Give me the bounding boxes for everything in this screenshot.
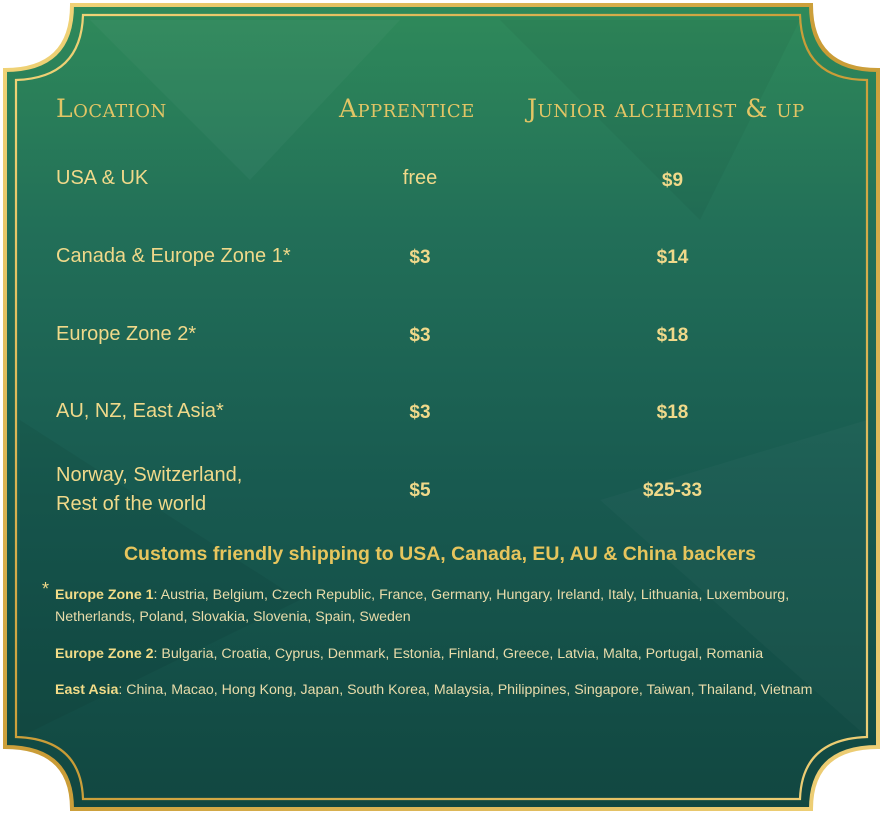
row-europe2-location: Europe Zone 2* — [56, 322, 197, 345]
row-canada-europe1-junior: $14 — [656, 247, 689, 268]
footnote-zone1-countries: : Austria, Belgium, Czech Republic, France, Germany, Hungary, Ireland, Italy, Lithuania, Luxembourg, Netherlands, Poland, Slovakia, Slovenia, Spain, Sweden — [55, 587, 790, 625]
row-canada-europe1-apprentice: $3 — [409, 247, 431, 268]
footnote-asterisk: * — [42, 579, 50, 599]
footnote-europe-zone-1 — [55, 584, 845, 628]
row-europe2-apprentice: $3 — [409, 325, 431, 346]
header-location: Location — [56, 94, 167, 123]
row-asia-apprentice: $3 — [409, 402, 431, 423]
header-apprentice: Apprentice — [339, 94, 475, 123]
footnote-zone2-label: Europe Zone 2 — [55, 646, 154, 662]
row-canada-europe1-location: Canada & Europe Zone 1* — [56, 244, 291, 267]
row-usa-uk-location: USA & UK — [56, 166, 149, 189]
footnote-zone1-label: Europe Zone 1 — [55, 587, 154, 603]
row-rest-apprentice: $5 — [409, 480, 431, 501]
row-europe2-junior: $18 — [656, 325, 689, 346]
footnote-east-asia — [55, 679, 845, 701]
row-rest-location: Norway, Switzerland, Rest of the world — [56, 464, 243, 515]
footnote-east-asia-countries: : China, Macao, Hong Kong, Japan, South Korea, Malaysia, Philippines, Singapore, Taiwan, Thailand, Vietnam — [118, 682, 813, 698]
row-asia-junior: $18 — [656, 402, 689, 423]
footnote-europe-zone-2 — [55, 643, 845, 665]
row-usa-uk-apprentice: free — [402, 166, 438, 189]
footnote-east-asia-label: East Asia — [55, 682, 119, 698]
row-usa-uk-junior: $9 — [661, 170, 684, 191]
footnote-zone2-countries: : Bulgaria, Croatia, Cyprus, Denmark, Estonia, Finland, Greece, Latvia, Malta, Portugal, Romania — [153, 646, 764, 662]
header-junior-alchemist: Junior alchemist & up — [527, 94, 805, 123]
row-asia-location: AU, NZ, East Asia* — [56, 399, 224, 422]
customs-note: Customs friendly shipping to USA, Canada, EU, AU & China backers — [123, 543, 757, 565]
row-rest-junior: $25-33 — [642, 480, 703, 501]
